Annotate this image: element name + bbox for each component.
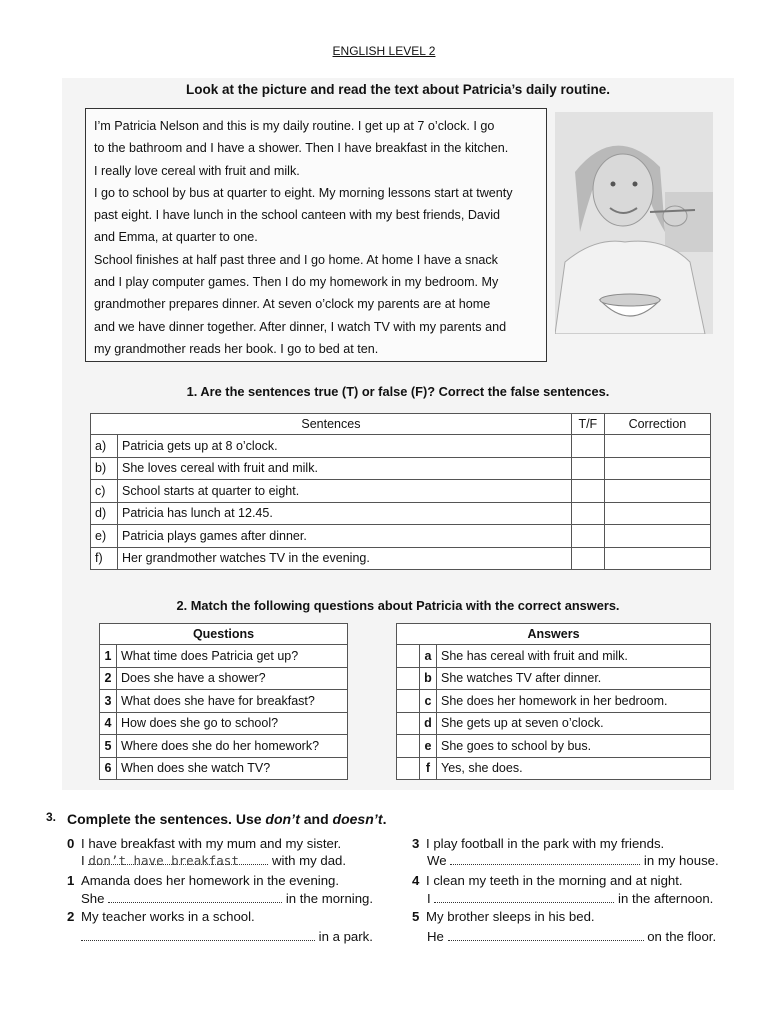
answer-end: in my house. (643, 853, 719, 868)
reading-instruction: Look at the picture and read the text about Patricia’s daily routine. (185, 82, 611, 97)
correction-cell[interactable] (604, 502, 710, 525)
row-sentence: Her grandmother watches TV in the evening. (118, 547, 572, 570)
table-row (91, 525, 711, 548)
table-row (100, 645, 348, 668)
true-false-table (90, 413, 711, 570)
table-row (100, 690, 348, 713)
answer-end: in the morning. (285, 891, 374, 906)
item-sentence: My brother sleeps in his bed. (426, 909, 595, 924)
answer-blank[interactable] (448, 929, 644, 941)
exercise-answer-line-1 (81, 891, 373, 906)
answer-end: with my dad. (272, 853, 347, 868)
question-text: What time does Patricia get up? (117, 645, 348, 668)
reading-line: grandmother prepares dinner. At seven o’clock my parents are at home (94, 297, 491, 312)
correction-cell[interactable] (604, 525, 710, 548)
reading-text-box (85, 108, 547, 362)
table-row (100, 667, 348, 690)
table-row (100, 735, 348, 758)
answer-end: in a park. (318, 929, 373, 944)
tf-answer-cell[interactable] (571, 525, 604, 548)
row-sentence: Patricia plays games after dinner. (118, 525, 572, 548)
exercise-answer-line-3 (427, 853, 719, 868)
exercise-item-2 (67, 909, 255, 924)
row-sentence: Patricia has lunch at 12.45. (118, 502, 572, 525)
answer-letter: c (420, 690, 437, 713)
exercise-item-4 (412, 873, 683, 888)
table-row (397, 757, 711, 780)
tf-answer-cell[interactable] (571, 480, 604, 503)
title-doesnt: doesn’t (332, 811, 383, 827)
column-header-correction: Correction (604, 414, 710, 435)
reading-line: past eight. I have lunch in the school canteen with my best friends, David (94, 208, 501, 223)
exercise3-title (67, 811, 386, 827)
table-row (397, 667, 711, 690)
match-cell[interactable] (397, 645, 420, 668)
table-row (91, 480, 711, 503)
item-sentence: My teacher works in a school. (81, 909, 255, 924)
title-part: Complete the sentences. Use (67, 811, 266, 827)
correction-cell[interactable] (604, 480, 710, 503)
answer-blank[interactable] (108, 891, 282, 903)
question-text: When does she watch TV? (117, 757, 348, 780)
exercise2-title: 2. Match the following questions about Patricia with the correct answers. (176, 598, 620, 613)
answer-letter: d (420, 712, 437, 735)
item-sentence: Amanda does her homework in the evening. (81, 873, 340, 888)
title-part: and (299, 811, 333, 827)
answer-start: We (427, 853, 447, 868)
item-number: 1 (67, 873, 75, 888)
example-answer: don’t have breakfast (88, 853, 239, 868)
answer-text: Yes, she does. (437, 757, 711, 780)
table-row (397, 712, 711, 735)
tf-answer-cell[interactable] (571, 457, 604, 480)
table-row (91, 547, 711, 570)
question-number: 4 (100, 712, 117, 735)
reading-line: and I play computer games. Then I do my homework in my bedroom. My (94, 275, 499, 290)
table-header-row (91, 414, 711, 435)
reading-line: I’m Patricia Nelson and this is my daily routine. I get up at 7 o’clock. I go (94, 119, 495, 133)
exercise-answer-line-0 (81, 853, 346, 868)
exercise-answer-line-5 (427, 929, 716, 944)
match-cell[interactable] (397, 690, 420, 713)
girl-eating-cereal-illustration (555, 112, 713, 334)
question-number: 6 (100, 757, 117, 780)
answer-end: on the floor. (647, 929, 717, 944)
answer-blank[interactable] (81, 929, 315, 941)
reading-line: my grandmother reads her book. I go to bed at ten. (94, 341, 379, 356)
match-cell[interactable] (397, 735, 420, 758)
item-number: 5 (412, 909, 420, 924)
column-header-tf: T/F (571, 414, 604, 435)
item-sentence: I have breakfast with my mum and my sister. (81, 836, 342, 851)
answer-text: She has cereal with fruit and milk. (437, 645, 711, 668)
answer-text: She goes to school by bus. (437, 735, 711, 758)
answer-end: in the afternoon. (618, 891, 714, 906)
match-cell[interactable] (397, 712, 420, 735)
question-number: 2 (100, 667, 117, 690)
tf-answer-cell[interactable] (571, 502, 604, 525)
question-number: 3 (100, 690, 117, 713)
exercise-item-0 (67, 836, 341, 851)
correction-cell[interactable] (604, 457, 710, 480)
row-letter: c) (91, 480, 118, 503)
row-letter: b) (91, 457, 118, 480)
row-letter: f) (91, 547, 118, 570)
answers-header: Answers (397, 624, 711, 645)
answer-blank[interactable] (88, 853, 268, 868)
item-number: 2 (67, 909, 75, 924)
correction-cell[interactable] (604, 435, 710, 458)
questions-table (99, 623, 348, 780)
row-letter: e) (91, 525, 118, 548)
item-sentence: I clean my teeth in the morning and at night. (426, 873, 683, 888)
answers-table (396, 623, 711, 780)
match-cell[interactable] (397, 667, 420, 690)
questions-header: Questions (100, 624, 348, 645)
answer-letter: b (420, 667, 437, 690)
question-number: 1 (100, 645, 117, 668)
table-row (100, 757, 348, 780)
page-header: ENGLISH LEVEL 2 (332, 44, 436, 58)
reading-line: School finishes at half past three and I go home. At home I have a snack (94, 252, 498, 267)
answer-text: She gets up at seven o’clock. (437, 712, 711, 735)
tf-answer-cell[interactable] (571, 547, 604, 570)
item-sentence: I play football in the park with my friends. (426, 836, 665, 851)
answer-letter: a (420, 645, 437, 668)
table-row (100, 712, 348, 735)
row-letter: d) (91, 502, 118, 525)
reading-line: and Emma, at quarter to one. (94, 230, 258, 245)
question-text: Where does she do her homework? (117, 735, 348, 758)
answer-blank[interactable] (450, 853, 640, 865)
item-number: 4 (412, 873, 420, 888)
item-number: 0 (67, 836, 75, 851)
table-row (91, 502, 711, 525)
answer-blank[interactable] (434, 891, 614, 903)
question-text: Does she have a shower? (117, 667, 348, 690)
patricia-photo (555, 112, 713, 334)
answer-text: She does her homework in her bedroom. (437, 690, 711, 713)
question-text: What does she have for breakfast? (117, 690, 348, 713)
row-sentence: She loves cereal with fruit and milk. (118, 457, 572, 480)
exercise1-title: 1. Are the sentences true (T) or false (F)? Correct the false sentences. (186, 384, 610, 399)
match-cell[interactable] (397, 757, 420, 780)
reading-line: I go to school by bus at quarter to eight. My morning lessons start at twenty (94, 185, 513, 200)
title-part: . (382, 811, 387, 827)
exercise-answer-line-2 (81, 929, 373, 944)
reading-line: I really love cereal with fruit and milk. (94, 163, 300, 178)
exercise-item-1 (67, 873, 339, 888)
row-letter: a) (91, 435, 118, 458)
column-header-sentences: Sentences (91, 414, 572, 435)
exercise3-number: 3. (46, 810, 57, 824)
answer-start: I (81, 853, 85, 868)
table-row (397, 735, 711, 758)
table-row (397, 645, 711, 668)
reading-line: to the bathroom and I have a shower. Then I have breakfast in the kitchen. (94, 141, 509, 156)
correction-cell[interactable] (604, 547, 710, 570)
question-text: How does she go to school? (117, 712, 348, 735)
answer-start: He (427, 929, 444, 944)
exercise-item-3 (412, 836, 664, 851)
table-row (91, 457, 711, 480)
answer-letter: e (420, 735, 437, 758)
item-number: 3 (412, 836, 420, 851)
tf-answer-cell[interactable] (571, 435, 604, 458)
answer-start: She (81, 891, 105, 906)
question-number: 5 (100, 735, 117, 758)
answer-letter: f (420, 757, 437, 780)
table-row (91, 435, 711, 458)
answer-text: She watches TV after dinner. (437, 667, 711, 690)
answer-start: I (427, 891, 431, 906)
row-sentence: School starts at quarter to eight. (118, 480, 572, 503)
reading-line: and we have dinner together. After dinner, I watch TV with my parents and (94, 319, 507, 334)
row-sentence: Patricia gets up at 8 o’clock. (118, 435, 572, 458)
title-dont: don’t (265, 811, 300, 827)
exercise-answer-line-4 (427, 891, 713, 906)
table-row (397, 690, 711, 713)
exercise-item-5 (412, 909, 595, 924)
